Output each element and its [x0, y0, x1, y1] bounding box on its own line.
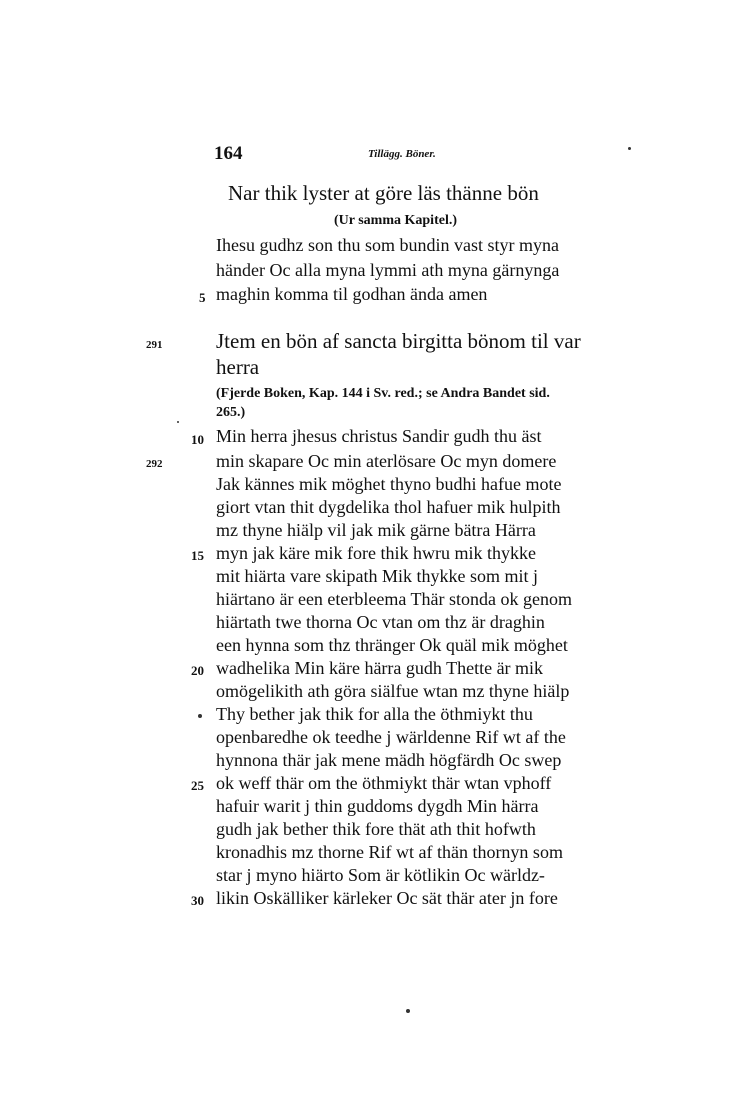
scan-speck [628, 147, 631, 150]
running-title: Tillägg. Böner. [368, 148, 436, 160]
text-line: mz thyne hiälp vil jak mik gärne bätra Härra [216, 520, 536, 540]
page-number: 164 [214, 143, 243, 164]
text-line: Min herra jhesus christus Sandir gudh thu äst [216, 426, 542, 446]
text-line: gudh jak bether thik fore thät ath thit hofwth [216, 819, 536, 839]
line-number: 30 [191, 893, 204, 908]
text-line: mit hiärta vare skipath Mik thykke som mit j [216, 566, 538, 586]
text-line: myn jak käre mik fore thik hwru mik thykke [216, 543, 536, 563]
text-line: hiärtano är een eterbleema Thär stonda ok genom [216, 589, 573, 609]
text-line: Jak kännes mik möghet thyno budhi hafue mote [216, 474, 562, 494]
margin-number: 291 [146, 339, 163, 351]
text-line: giort vtan thit dygdelika thol hafuer mik hulpith [216, 497, 561, 517]
text-line: wadhelika Min käre härra gudh Thette är mik [216, 658, 544, 678]
scan-speck [198, 714, 202, 718]
section2-source-line: (Fjerde Boken, Kap. 144 i Sv. red.; se Andra Bandet sid. [216, 386, 550, 401]
text-line: hynnona thär jak mene mädh högfärdh Oc swep [216, 750, 562, 770]
text-line: Ihesu gudhz son thu som bundin vast styr myna [216, 235, 559, 255]
text-line: kronadhis mz thorne Rif wt af thän thornyn som [216, 842, 563, 862]
text-line: star j myno hiärto Som är kötlikin Oc wärldz- [216, 865, 545, 885]
line-number: 10 [191, 432, 204, 447]
text-line: openbaredhe ok teedhe j wärldenne Rif wt af the [216, 727, 566, 747]
text-line: een hynna som thz thränger Ok quäl mik möghet [216, 635, 568, 655]
section1-subtitle: (Ur samma Kapitel.) [334, 213, 457, 228]
text-line: ok weff thär om the öthmiykt thär wtan vphoff [216, 773, 552, 793]
text-line: maghin komma til godhan ända amen [216, 284, 488, 304]
scan-speck [177, 421, 179, 423]
section1-title: Nar thik lyster at göre läs thänne bön [228, 181, 539, 205]
line-number: 15 [191, 548, 204, 563]
text-line: Thy bether jak thik for alla the öthmiykt thu [216, 704, 533, 724]
text-line: likin Oskälliker kärleker Oc sät thär ater jn fore [216, 888, 558, 908]
section2-title-line: Jtem en bön af sancta birgitta bönom til var [216, 329, 581, 353]
line-number: 5 [199, 290, 206, 305]
scan-speck [406, 1009, 410, 1013]
text-line: hiärtath twe thorna Oc vtan om thz är draghin [216, 612, 545, 632]
line-number: 20 [191, 663, 204, 678]
section2-source-line: 265.) [216, 405, 246, 420]
text-line: händer Oc alla myna lymmi ath myna gärnynga [216, 260, 560, 280]
section2-title-line: herra [216, 355, 260, 379]
line-number: 25 [191, 778, 204, 793]
margin-number: 292 [146, 458, 163, 470]
text-line: min skapare Oc min aterlösare Oc myn domere [216, 451, 557, 471]
text-line: omögelikith ath göra siälfue wtan mz thyne hiälp [216, 681, 570, 701]
text-line: hafuir warit j thin guddoms dygdh Min härra [216, 796, 539, 816]
